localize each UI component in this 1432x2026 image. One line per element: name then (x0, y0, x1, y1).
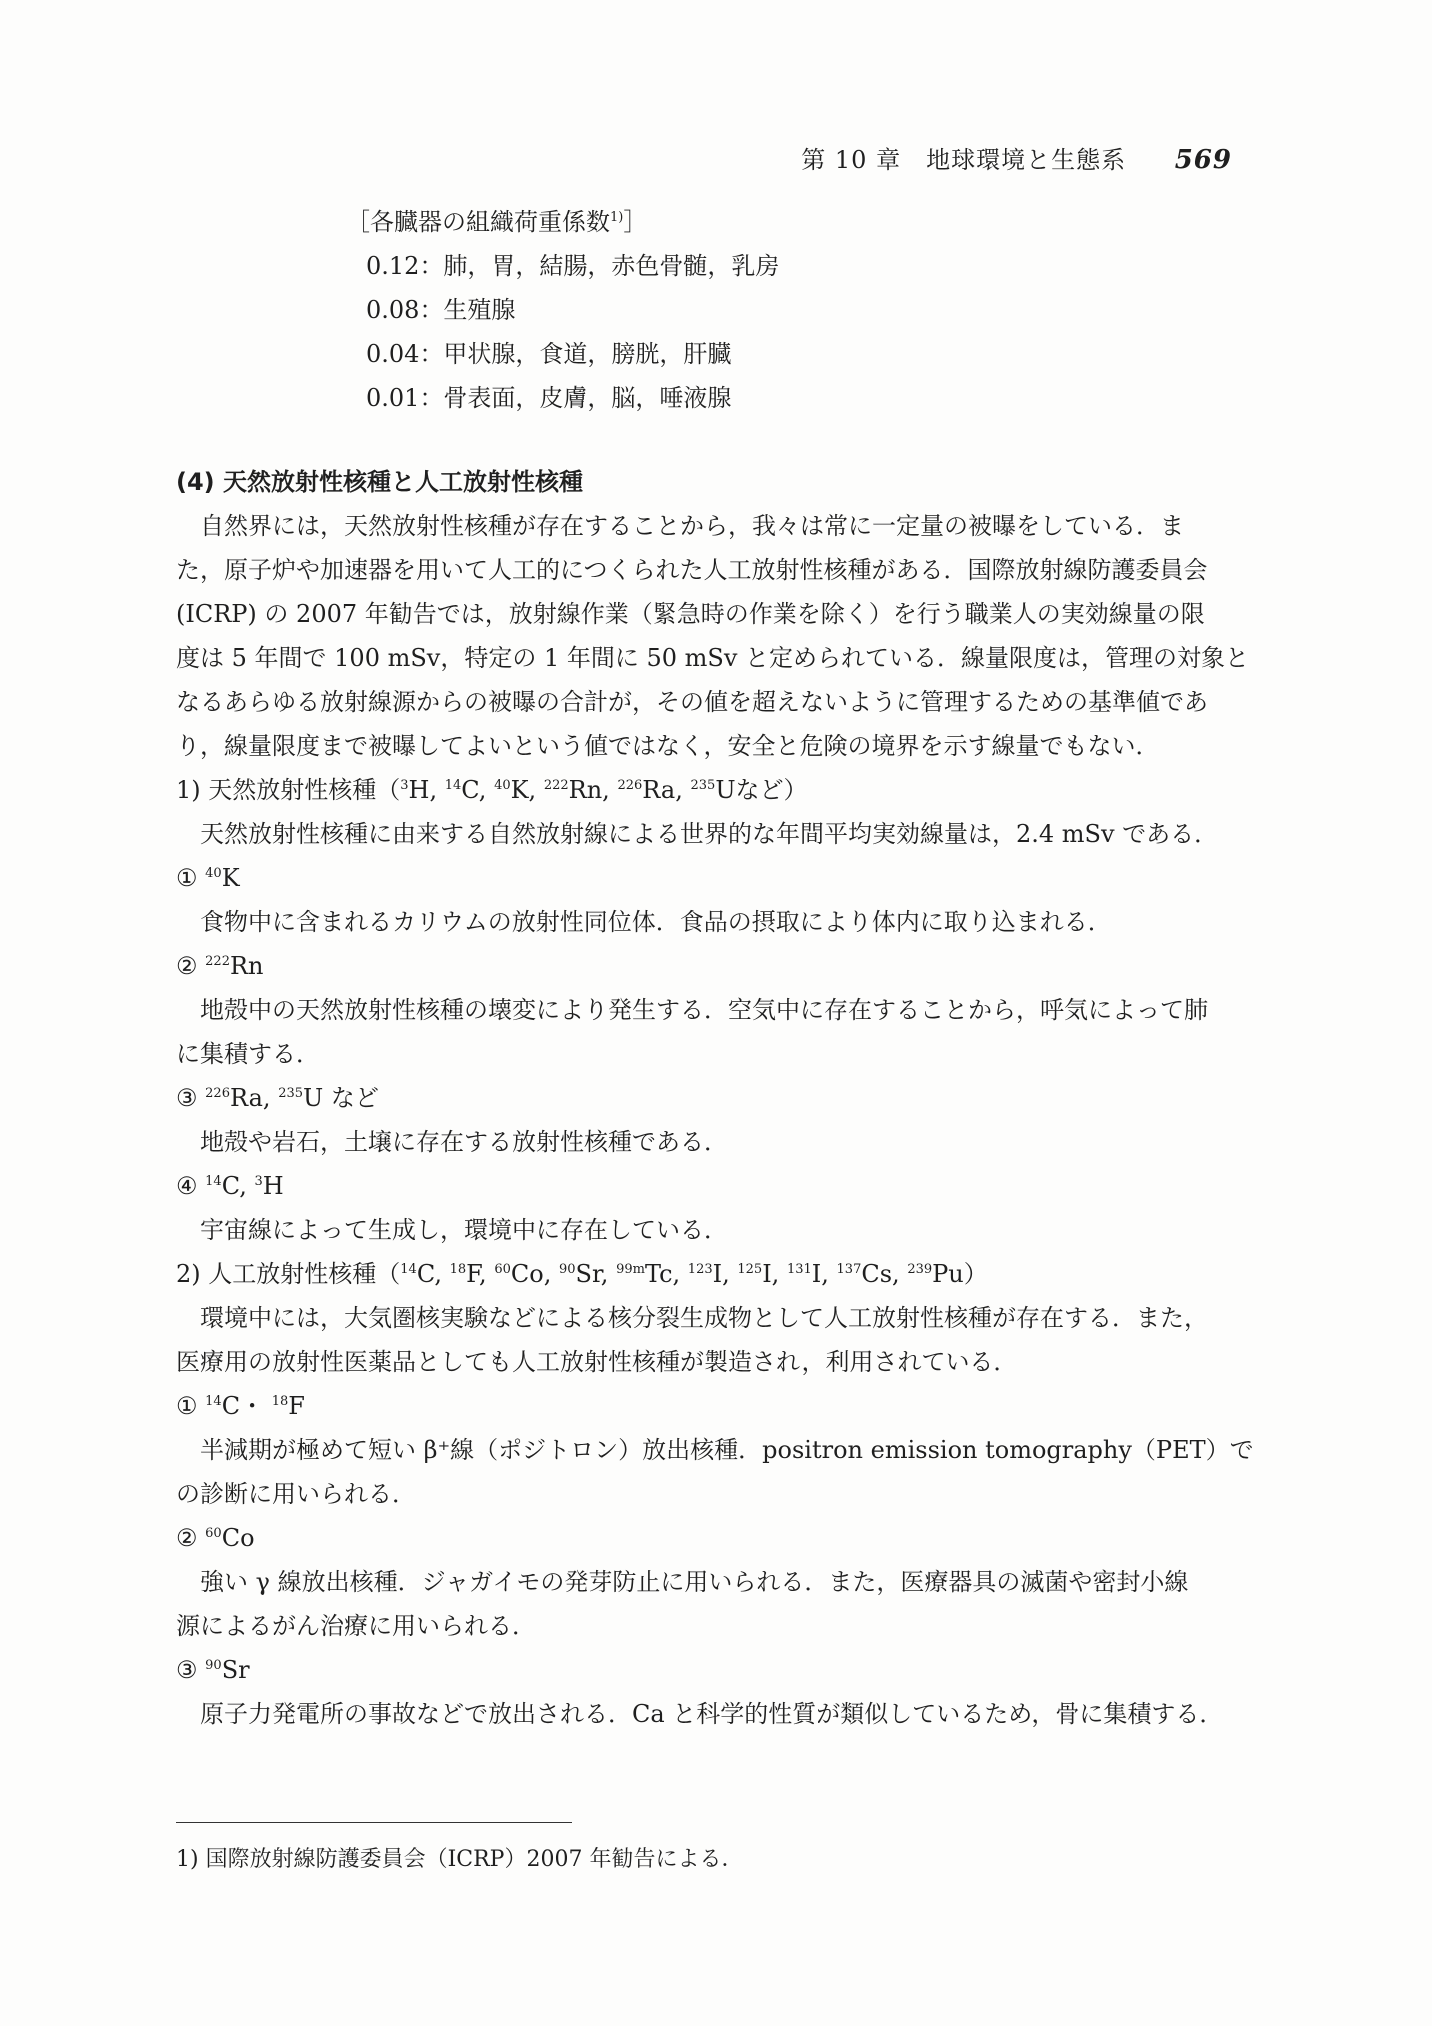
mass-number: 3 (400, 778, 409, 793)
nuclide-item-title (176, 856, 1296, 900)
item-description: 原子力発電所の事故などで放出される．Ca と科学的性質が類似しているため，骨に集積する． (200, 1700, 1224, 1728)
mass-number: 123 (687, 1262, 713, 1277)
item-description: に集積する． (176, 1040, 320, 1068)
paragraph-line: (ICRP) の 2007 年勧告では，放射線作業（緊急時の作業を除く）を行う職業人の実効線量の限 (176, 600, 1205, 628)
item-number: ② (176, 1524, 206, 1552)
element-symbol: Co, (510, 1260, 552, 1288)
mass-number: 226 (617, 778, 643, 793)
element-symbol: I, (811, 1260, 829, 1288)
mass-number: 18 (271, 1394, 289, 1409)
tissue-weight-item: 0.01：骨表面，皮膚，脳，唾液腺 (366, 384, 732, 412)
item-number: ③ (176, 1656, 206, 1684)
paragraph-line: なるあらゆる放射線源からの被曝の合計が，その値を超えないように管理するための基準値であ (176, 688, 1208, 716)
section-heading: (4) 天然放射性核種と人工放射性核種 (176, 468, 583, 496)
element-symbol: K (221, 864, 240, 892)
mass-number: 14 (205, 1394, 222, 1409)
element-symbol: Ra, (642, 776, 683, 804)
heading-suffix: ） (963, 1260, 988, 1288)
item-suffix: など (323, 1084, 379, 1112)
element-symbol: C, (221, 1172, 247, 1200)
heading-prefix: 1) 天然放射性核種（ (176, 776, 401, 804)
nuclide-item-title (176, 1648, 1296, 1692)
subsection-heading (176, 768, 1296, 812)
mass-number: 239 (907, 1262, 933, 1277)
mass-number: 90 (205, 1658, 222, 1673)
nuclide-item-title (176, 1164, 1296, 1208)
page-body (176, 200, 1296, 1736)
element-symbol: Rn, (568, 776, 610, 804)
element-symbol: U (715, 776, 736, 804)
paragraph-line: 環境中には，大気圏核実験などによる核分裂生成物として人工放射性核種が存在する．また， (200, 1304, 1208, 1332)
mass-number: 3 (254, 1174, 263, 1189)
nuclide-item-title (176, 944, 1296, 988)
element-symbol: C, (461, 776, 487, 804)
nuclide-item-title (176, 1516, 1296, 1560)
mass-number: 226 (205, 1086, 230, 1101)
mass-number: 125 (737, 1262, 763, 1277)
item-number: ① (176, 864, 206, 892)
element-symbol: Ra, (229, 1084, 271, 1112)
mass-number: 18 (449, 1262, 467, 1277)
item-number: ② (176, 952, 206, 980)
mass-number: 40 (494, 778, 511, 793)
artificial-nuclides-section (176, 1252, 1296, 1736)
chapter-title: 第 10 章 地球環境と生態系 (801, 146, 1127, 174)
paragraph-line: た，原子炉や加速器を用いて人工的につくられた人工放射性核種がある．国際放射線防護委員会 (176, 556, 1208, 584)
mass-number: 60 (494, 1262, 511, 1277)
page-number: 569 (1174, 145, 1232, 175)
mass-number: 14 (400, 1262, 417, 1277)
paragraph-line: 自然界には，天然放射性核種が存在することから，我々は常に一定量の被曝をしている．ま (200, 512, 1184, 540)
subsection-heading (176, 1252, 1296, 1296)
running-header (801, 140, 1232, 175)
element-symbol: Sr (221, 1656, 250, 1684)
mass-number: 40 (205, 866, 222, 881)
element-symbol: Co (221, 1524, 255, 1552)
mass-number: 137 (836, 1262, 862, 1277)
paragraph-line: り，線量限度まで被曝してよいという値ではなく，安全と危険の境界を示す線量でもない． (176, 732, 1160, 760)
item-description: 地殻や岩石，土壌に存在する放射性核種である． (200, 1128, 728, 1156)
mass-number: 235 (690, 778, 716, 793)
tissue-weight-item: 0.12：肺，胃，結腸，赤色骨髄，乳房 (366, 252, 780, 280)
footnote: 1) 国際放射線防護委員会（ICRP）2007 年勧告による． (176, 1847, 744, 1872)
nuclide-item-title (176, 1384, 1296, 1428)
mass-number: 14 (444, 778, 462, 793)
element-symbol: Cs, (861, 1260, 900, 1288)
item-description: 半減期が極めて短い β⁺線（ポジトロン）放出核種．positron emission tomography（PET）で (200, 1436, 1254, 1464)
element-symbol: I, (712, 1260, 730, 1288)
element-symbol: F (288, 1392, 305, 1420)
element-symbol: Rn (229, 952, 264, 980)
item-description: 宇宙線によって生成し，環境中に存在している． (200, 1216, 728, 1244)
element-symbol: I, (762, 1260, 780, 1288)
element-symbol: H (262, 1172, 284, 1200)
element-symbol: Pu (932, 1260, 964, 1288)
item-number: ④ (176, 1172, 206, 1200)
heading-suffix: など） (735, 776, 808, 804)
heading-prefix: 2) 人工放射性核種（ (176, 1260, 401, 1288)
paragraph-line: 医療用の放射性医薬品としても人工放射性核種が製造され，利用されている． (176, 1348, 1018, 1376)
element-symbol: C, (416, 1260, 442, 1288)
element-symbol: Tc, (644, 1260, 681, 1288)
element-symbol: U (303, 1084, 324, 1112)
item-description: 強い γ 線放出核種．ジャガイモの発芽防止に用いられる．また，医療器具の滅菌や密封小線 (200, 1568, 1189, 1596)
item-number: ① (176, 1392, 206, 1420)
paragraph-line: 天然放射性核種に由来する自然放射線による世界的な年間平均実効線量は，2.4 mSv である． (200, 820, 1219, 848)
item-description: 食物中に含まれるカリウムの放射性同位体．食品の摂取により体内に取り込まれる． (200, 908, 1112, 936)
tissue-weight-item: 0.08：生殖腺 (366, 296, 516, 324)
mass-number: 222 (543, 778, 569, 793)
element-symbol: F, (466, 1260, 487, 1288)
element-symbol: C・ (221, 1392, 265, 1420)
mass-number: 90 (558, 1262, 576, 1277)
element-symbol: K, (510, 776, 537, 804)
element-symbol: H, (408, 776, 438, 804)
nuclide-item-title (176, 1076, 1296, 1120)
item-description: 地殻中の天然放射性核種の壊変により発生する．空気中に存在することから，呼気によって肺 (200, 996, 1208, 1024)
paragraph-line: 度は 5 年間で 100 mSv，特定の 1 年間に 50 mSv と定められている．線量限度は，管理の対象と (176, 644, 1250, 672)
item-description: の診断に用いられる． (176, 1480, 416, 1508)
mass-number: 60 (205, 1526, 222, 1541)
mass-number: 222 (205, 954, 230, 969)
tissue-weight-list (176, 200, 1296, 420)
mass-number: 14 (205, 1174, 222, 1189)
mass-number: 235 (278, 1086, 304, 1101)
item-description: 源によるがん治療に用いられる． (176, 1612, 536, 1640)
mass-number: 131 (786, 1262, 812, 1277)
item-number: ③ (176, 1084, 206, 1112)
tissue-weight-title: ［各臓器の組織荷重係数$^{1)}$］ (346, 208, 648, 236)
element-symbol: Sr, (575, 1260, 609, 1288)
tissue-weight-item: 0.04：甲状腺，食道，膀胱，肝臓 (366, 340, 732, 368)
mass-number: 99m (616, 1262, 645, 1277)
footnote-rule (176, 1822, 572, 1823)
natural-nuclides-section (176, 768, 1296, 1252)
